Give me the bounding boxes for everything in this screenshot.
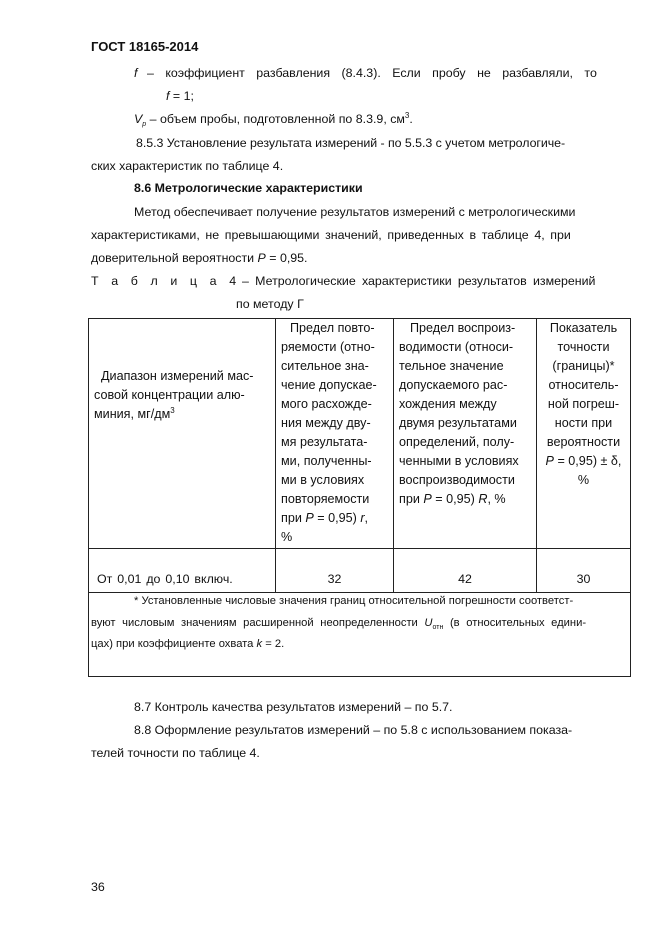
col3-l10	[399, 490, 506, 509]
f-definition-text: – коэффициент разбавления (8.4.3). Если пробу не разбавляли, то	[147, 66, 597, 80]
col4-l5: ной погреш-	[547, 397, 620, 411]
col2-l5: мого расхожде-	[281, 397, 372, 411]
table-row-border	[88, 592, 631, 593]
col4-l8	[537, 452, 630, 471]
footnote-line1: * Установленные числовые значения границ относительной погрешности соответст-	[134, 595, 574, 607]
page-number: 36	[91, 880, 105, 894]
p-88-line2: телей точности по таблице 4.	[91, 746, 260, 760]
footnote-line2	[91, 617, 586, 629]
footnote-u-symbol: U	[424, 617, 433, 629]
col1-l2: совой концентрации алю-	[94, 388, 245, 402]
col1-l1: Диапазон измерений мас-	[101, 369, 254, 383]
col2-l8: ми, полученны-	[281, 454, 372, 468]
col2-l7: мя результата-	[281, 435, 368, 449]
row-repeatability: 32	[327, 572, 342, 586]
col1-l3-sup: 3	[170, 406, 175, 415]
p-method-line3-b: = 0,95.	[269, 251, 308, 265]
p-87: 8.7 Контроль качества результатов измерений – по 5.7.	[134, 700, 453, 714]
col4-header	[537, 319, 630, 490]
col2-l11-c: ,	[364, 511, 369, 525]
table-right-border	[630, 318, 631, 677]
col4-l2: точности	[557, 340, 610, 354]
col2-l11-r: r	[360, 511, 365, 525]
col2-l10: повторяемости	[281, 492, 370, 506]
col3-l5: хождения между	[399, 397, 497, 411]
v-definition-text: – объем пробы, подготовленной по 8.3.9, см	[149, 112, 405, 126]
f-definition	[147, 66, 613, 80]
row-accuracy: 30	[576, 572, 591, 586]
p-853-line1: 8.5.3 Установление результата измерений - по 5.5.3 с учетом метрологиче-	[136, 136, 566, 150]
col4-l7: вероятности	[546, 435, 621, 449]
col3-l6: двумя результатами	[399, 416, 517, 430]
col4-l9: %	[577, 473, 590, 487]
footnote-line3	[91, 638, 284, 650]
p-method-line1: Метод обеспечивает получение результатов измерений с метрологическими	[134, 205, 576, 219]
col3-l3: тельное значение	[399, 359, 504, 373]
col3-l9: воспроизводимости	[399, 473, 515, 487]
v-definition	[134, 112, 413, 126]
col2-l11-a: при	[281, 511, 302, 525]
col3-l2: водимости (относи-	[399, 340, 514, 354]
table-col-divider-1	[275, 318, 276, 593]
col4-l3: (границы)*	[552, 359, 615, 373]
v-sup: 3	[404, 111, 410, 120]
col3-l10-b: = 0,95)	[435, 492, 475, 506]
p-method-p-symbol: P	[257, 251, 266, 265]
col3-l10-c: , %	[487, 492, 506, 506]
v-subscript: р	[142, 121, 147, 128]
f-symbol: f	[134, 66, 138, 80]
section-86-title: 8.6 Метрологические характеристики	[134, 181, 363, 195]
col4-l4: относитель-	[548, 378, 619, 392]
footnote-line3-b: = 2.	[265, 638, 285, 650]
table-bottom-border	[88, 676, 631, 677]
footnote-u-sub: отн	[432, 624, 444, 631]
col1-l3	[94, 405, 175, 424]
p-method-line2: характеристиками, не превышающими значений, приведенных в таблице 4, при	[91, 228, 571, 242]
col3-l10-a: при	[399, 492, 420, 506]
col2-l12: %	[281, 530, 293, 544]
p-method-line3	[91, 251, 308, 265]
col2-l3: сительное зна-	[281, 359, 369, 373]
col1-l3-text: миния, мг/дм	[94, 407, 171, 421]
footnote-line3-a: цах) при коэффициенте охвата	[91, 638, 254, 650]
f-eq-symbol: f	[166, 89, 170, 103]
table-caption-text: – Метрологические характеристики результатов измерений	[242, 274, 596, 288]
col2-l6: ния между дву-	[281, 416, 371, 430]
table-col-divider-2	[393, 318, 394, 593]
col2-l11-b: = 0,95)	[317, 511, 357, 525]
v-end: .	[409, 112, 413, 126]
p-853-line2: ских характеристик по таблице 4.	[91, 159, 284, 173]
f-eq-value: = 1;	[172, 89, 194, 103]
col4-l8-b: = 0,95) ± δ,	[557, 454, 622, 468]
standard-header: ГОСТ 18165-2014	[91, 39, 199, 54]
col3-l8: ченными в условиях	[399, 454, 519, 468]
col3-l7: определений, полу-	[399, 435, 515, 449]
p-method-line3-a: доверительной вероятности	[91, 251, 255, 265]
footnote-line2-b: (в относительных едини-	[449, 617, 587, 629]
p-88-line1: 8.8 Оформление результатов измерений – по 5.8 с использованием показа-	[134, 723, 573, 737]
col3-l10-p: P	[423, 492, 432, 506]
footnote-k-symbol: k	[256, 638, 263, 650]
col4-l8-p: P	[545, 454, 554, 468]
v-symbol: V	[134, 112, 143, 126]
col3-l1: Предел воспроиз-	[410, 321, 516, 335]
col3-l4: допускаемого рас-	[399, 378, 508, 392]
col4-l6: ности при	[554, 416, 613, 430]
col2-l11	[281, 509, 368, 528]
row-range: От 0,01 до 0,10 включ.	[97, 572, 233, 586]
col2-l11-p: P	[305, 511, 314, 525]
col2-l1: Предел повто-	[290, 321, 375, 335]
row-reproducibility: 42	[458, 572, 472, 586]
col2-l2: ряемости (отно-	[281, 340, 375, 354]
table-header-border	[88, 548, 631, 549]
col3-l10-r: R	[478, 492, 488, 506]
col2-l9: ми в условиях	[281, 473, 365, 487]
table-caption-line2: по методу Г	[236, 297, 304, 311]
col2-l4: чение допускае-	[281, 378, 377, 392]
table-left-border	[88, 318, 89, 677]
col4-l1: Показатель	[549, 321, 618, 335]
footnote-line2-a: вуют числовым значениям расширенной неопределенности	[91, 617, 418, 629]
f-equals-line	[166, 89, 194, 103]
table-caption-label: Т а б л и ц а 4	[91, 274, 241, 288]
